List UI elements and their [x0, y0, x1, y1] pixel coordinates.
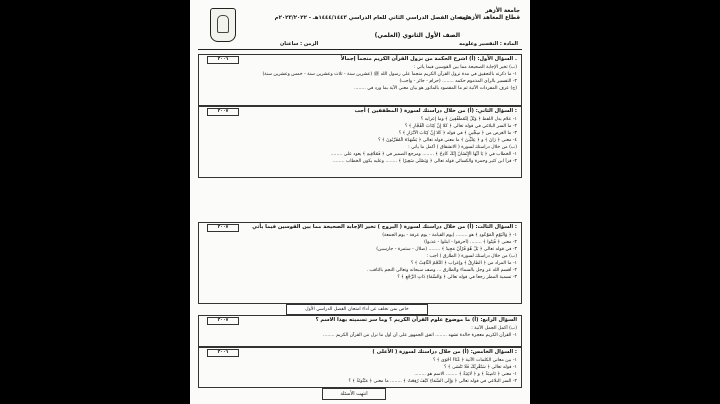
question-title: السؤال الثالث: (أ) من خلال دراستك لسورة ( البروج ) تخير الإجابة الصحيحة مما بين القوسين فيما يأتي : [252, 224, 517, 230]
question-line: ١- الخطاب في ﴿ يَا أَيُّهَا الْإِنْسَانُ إِنَّكَ كَادِحٌ ﴾ ........ ومرجع الضمير في ﴿ فَمُلَاقِيهِ ﴾ يعود على ........ [330, 152, 517, 157]
question-line: ٣- تسمية المطر رجعاً في قوله تعالى ﴿ وَالسَّمَاءِ ذَاتِ الرَّجْعِ ﴾ ؟ [397, 275, 517, 280]
exam-sheet [190, 0, 530, 404]
end-of-questions: انتهت الأسئلة [322, 388, 386, 400]
question-line: ٣- ما الغرض من ﴿ سِجِّينٍ ﴾ في قوله ﴿ كَلَّا إِنَّ كِتَابَ الْأَبْرَارِ ﴾ ؟ [398, 131, 517, 136]
subject-line [198, 41, 522, 50]
question-line: (ب) من خلال دراستك لسورة ( الانشقاق ) أكمل ما يأتي : [408, 145, 517, 150]
question-line: ١- قوله تعالى ﴿ سَنُقْرِئُكَ فَلَا تَنْسَى ﴾ ؟ [444, 365, 517, 370]
time-label: الزمن : ساعتان [280, 41, 319, 47]
question-line: (ب) من خلال دراستك لسورة ( الطارق ) أجب : [426, 254, 517, 259]
question-4 [198, 315, 522, 347]
makeup-note: خاص بمن تخلف عن أداء امتحان الفصل الدراسي الأول [286, 304, 428, 315]
question-3 [198, 222, 522, 304]
question-line: ٢- أقسم الله عز وجل بالسماء والطارق ... وصف سبحانه وتعالى النجم بالثاقب . [366, 268, 517, 273]
question-line: (ج) عرف المفردات الآتية ثم ما المقصود بالمأثور هو بيان معنى الآية بما ورد في ........ [354, 86, 517, 91]
mark-box: ٢٠٠٧ [207, 317, 239, 325]
question-title: السؤال الثاني: (أ) من خلال دراستك لسورة ( المطففين ) أجب : [354, 108, 517, 114]
mark-box: ٢٠٠٧ [207, 108, 239, 116]
question-line: ٢- التفسير بالرأي المذموم حكمه ........ (حرام - جائز - واجب) [399, 79, 517, 84]
question-line: ٤- معنى ﴿ رَانَ ﴾ و ﴿ عِلِّيِّينَ ﴾ ما معنى قوله تعالى ﴿ يَشْهَدُهُ الْمُقَرَّبُونَ ﴾ ؟ [378, 138, 517, 143]
exam-title: امتحان الفصل الدراسي الثاني للعام الدراسي ١٤٤٤/١٤٤٣هـ - ٢٠٢٣/٢٠٢٢م [274, 15, 468, 21]
question-line: ١- ما ذكرته بالتحقيق في مدة نزول القرآن الكريم منجماً على رسول الله ﷺ (عشرين سنة - ثلاث وعشرين سنة - خمس وعشرين سنة) [262, 72, 517, 77]
grade-label: الصف الأول الثانوي (العلمي) [374, 32, 460, 39]
question-line: (ب) تخير الإجابة الصحيحة مما بين القوسين فيما يأتي : [413, 65, 517, 70]
question-line: ١- ما المراد من ﴿ الطَّارِقُ ﴾ وإعراب ﴿ النَّجْمُ الثَّاقِبُ ﴾ ؟ [410, 261, 517, 266]
question-2 [198, 106, 522, 178]
question-line: ١- بين معاني الكلمات الآتية ﴿ غُثَاءً أَحْوَى ﴾ ؟ [432, 358, 517, 363]
question-line: ٢- قرأ ابن كثير وحمزة والكسائي قوله تعالى ﴿ وَيَصْلَى سَعِيرًا ﴾ ........ وعليه يكون الخطاب ........ [332, 159, 517, 164]
subject-label: المادة : التفسير وعلومه [459, 41, 518, 47]
question-title: السؤال الأول: (أ) اشرح الحكمة من نزول القرآن الكريم منجماً إجمالاً . [340, 56, 517, 62]
question-line: ٣- في قوله تعالى ﴿ بَلْ هُوَ قُرْآنٌ مَجِيدٌ ﴾ ........ (ضلال - ستمرة - جارسين) [376, 247, 517, 252]
question-line: (ب) أكمل الجمل الآتية : [471, 326, 517, 331]
question-1 [198, 54, 522, 106]
question-line: ٢- معنى ﴿ فُتِنُوا ﴾ ........ (أحرقوا - ابتلوا - عذبوا) [424, 240, 517, 245]
question-line: ١- ﴿ وَالْيَوْمِ الْمَوْعُودِ ﴾ هو ........ (يوم القيامة - يوم عرفة - يوم الجمعة) [382, 233, 517, 238]
question-line: ١- معنى ﴿ نَاصِبَةٌ ﴾ و ﴿ لَاغِيَةً ﴾ ........ الاسم هو ........ [414, 372, 517, 377]
mark-box: ٢٠٠٦ [207, 56, 239, 64]
university-name: جامعة الأزهر قطاع المعاهد الأزهرية [458, 8, 520, 21]
question-title: السؤال الرابع: (أ) ما موضوع علوم القرآن الكريم ؟ وما سر تسميته بهذا الاسم ؟ [315, 317, 517, 323]
mark-box: ٢٠٠٦ [207, 349, 239, 357]
question-line: ٢- السر البلاغي في قوله تعالى ﴿ وَإِلَى السَّمَاءِ كَيْفَ رُفِعَتْ ﴾ ........ ما معنى ﴿ مَبْثُوثَةٌ ﴾ ؟ [348, 379, 517, 384]
mark-box: ٢٠٠٧ [207, 224, 239, 232]
question-line: ١- القرآن الكريم معجزة خالدة تشهد ........ اتفق الجمهور على أن أول ما نزل من القرآن الكريم ........ [322, 333, 517, 338]
azhar-logo-icon [210, 8, 236, 42]
question-5 [198, 347, 522, 388]
question-title: السؤال الخامس: (أ) من خلال دراستك لسورة ( الأعلى ) : [372, 349, 517, 355]
question-line: ١- علام يدل اللفظ ﴿ وَيْلٌ لِلْمُطَفِّفِينَ ﴾ وما إعرابه ؟ [420, 117, 517, 122]
question-line: ٢- ما السر البلاغي في قوله تعالى ﴿ كَلَّا إِنَّ كِتَابَ الْفُجَّارِ ﴾ ؟ [404, 124, 517, 129]
